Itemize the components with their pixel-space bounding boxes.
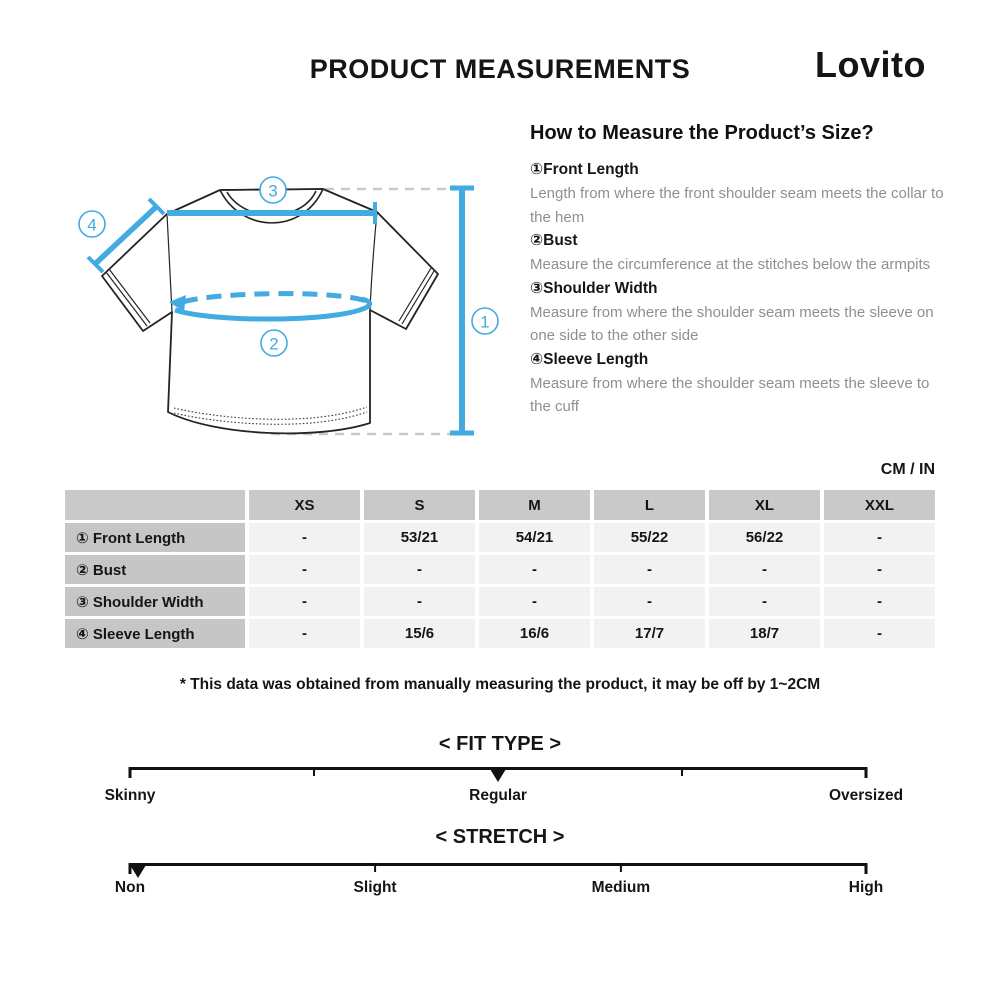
value-bust-xs: - <box>249 555 360 584</box>
tshirt-diagram <box>55 150 515 455</box>
value-sleeve-length-m: 16/6 <box>479 619 590 648</box>
badge-front-length: 1 <box>480 312 490 332</box>
value-shoulder-width-xxl: - <box>824 587 935 616</box>
value-bust-m: - <box>479 555 590 584</box>
howto-item-desc: Measure from where the shoulder seam meets the sleeve to the cuff <box>530 374 930 415</box>
fit-type-option-oversized: Oversized <box>828 787 904 804</box>
value-bust-xxl: - <box>824 555 935 584</box>
badge-shoulder-width: 3 <box>268 181 278 201</box>
value-sleeve-length-s: 15/6 <box>364 619 475 648</box>
column-header-xl: XL <box>709 490 820 520</box>
howto-item-4 <box>530 348 946 419</box>
stretch-option-medium: Medium <box>591 879 651 896</box>
fit-type-tick <box>129 767 132 778</box>
howto-item-desc: Measure the circumference at the stitches below the armpits <box>530 256 931 273</box>
row-label-sleeve-length: ④ Sleeve Length <box>65 619 245 648</box>
howto-item-name: ①Front Length <box>530 161 639 178</box>
badge-bust: 2 <box>269 334 279 354</box>
size-table <box>65 490 935 648</box>
howto-title: How to Measure the Product’s Size? <box>530 122 874 144</box>
value-sleeve-length-xs: - <box>249 619 360 648</box>
column-header-xs: XS <box>249 490 360 520</box>
howto-item-name: ④Sleeve Length <box>530 350 649 368</box>
page-title: PRODUCT MEASUREMENTS <box>309 54 691 84</box>
value-shoulder-width-l: - <box>594 587 705 616</box>
stretch-tick <box>129 863 132 874</box>
stretch-option-high: High <box>848 879 884 896</box>
footnote: * This data was obtained from manually measuring the product, it may be off by 1~2CM <box>179 676 821 693</box>
fit-type-option-regular: Regular <box>469 787 527 804</box>
fit-type-tick <box>313 767 315 776</box>
fit-type-tick <box>681 767 683 776</box>
howto-item-desc: Length from where the front shoulder seam meets the collar to the hem <box>530 185 944 226</box>
fit-type-title: < FIT TYPE > <box>438 733 562 755</box>
value-bust-s: - <box>364 555 475 584</box>
fit-type-option-skinny: Skinny <box>104 787 156 804</box>
value-bust-l: - <box>594 555 705 584</box>
value-front-length-xl: 56/22 <box>709 523 820 552</box>
stretch-tick <box>865 863 868 874</box>
howto-item-desc: Measure from where the shoulder seam meets the sleeve on one side to the other side <box>530 303 934 344</box>
value-front-length-xs: - <box>249 523 360 552</box>
value-front-length-m: 54/21 <box>479 523 590 552</box>
howto-item-name: ③Shoulder Width <box>530 279 658 297</box>
stretch-line <box>130 863 866 866</box>
value-sleeve-length-l: 17/7 <box>594 619 705 648</box>
stretch-title: < STRETCH > <box>435 826 565 848</box>
howto-section <box>530 122 946 419</box>
column-header-s: S <box>364 490 475 520</box>
howto-item-2 <box>530 229 946 277</box>
badge-sleeve-length: 4 <box>87 215 97 235</box>
fit-type-tick <box>865 767 868 778</box>
stretch-tick <box>620 863 622 872</box>
value-shoulder-width-xl: - <box>709 587 820 616</box>
row-label-front-length: ① Front Length <box>65 523 245 552</box>
value-shoulder-width-m: - <box>479 587 590 616</box>
stretch-marker <box>130 865 146 878</box>
column-header-xxl: XXL <box>824 490 935 520</box>
column-header-m: M <box>479 490 590 520</box>
value-front-length-s: 53/21 <box>364 523 475 552</box>
row-label-shoulder-width: ③ Shoulder Width <box>65 587 245 616</box>
fit-type-marker <box>490 769 506 782</box>
table-corner-cell <box>65 490 245 520</box>
value-front-length-l: 55/22 <box>594 523 705 552</box>
stretch-scale <box>128 860 868 882</box>
stretch-option-non: Non <box>114 879 146 896</box>
value-front-length-xxl: - <box>824 523 935 552</box>
howto-item-1 <box>530 158 946 229</box>
value-shoulder-width-xs: - <box>249 587 360 616</box>
value-sleeve-length-xxl: - <box>824 619 935 648</box>
howto-list <box>530 158 946 419</box>
value-sleeve-length-xl: 18/7 <box>709 619 820 648</box>
fit-type-scale <box>128 764 868 786</box>
value-shoulder-width-s: - <box>364 587 475 616</box>
stretch-option-slight: Slight <box>353 879 397 896</box>
value-bust-xl: - <box>709 555 820 584</box>
tshirt-outline <box>102 189 438 433</box>
units-label: CM / IN <box>880 461 935 478</box>
howto-item-name: ②Bust <box>530 232 578 249</box>
column-header-l: L <box>594 490 705 520</box>
stretch-tick <box>374 863 376 872</box>
brand-logo: Lovito <box>815 44 926 85</box>
row-label-bust: ② Bust <box>65 555 245 584</box>
howto-item-3 <box>530 277 946 348</box>
